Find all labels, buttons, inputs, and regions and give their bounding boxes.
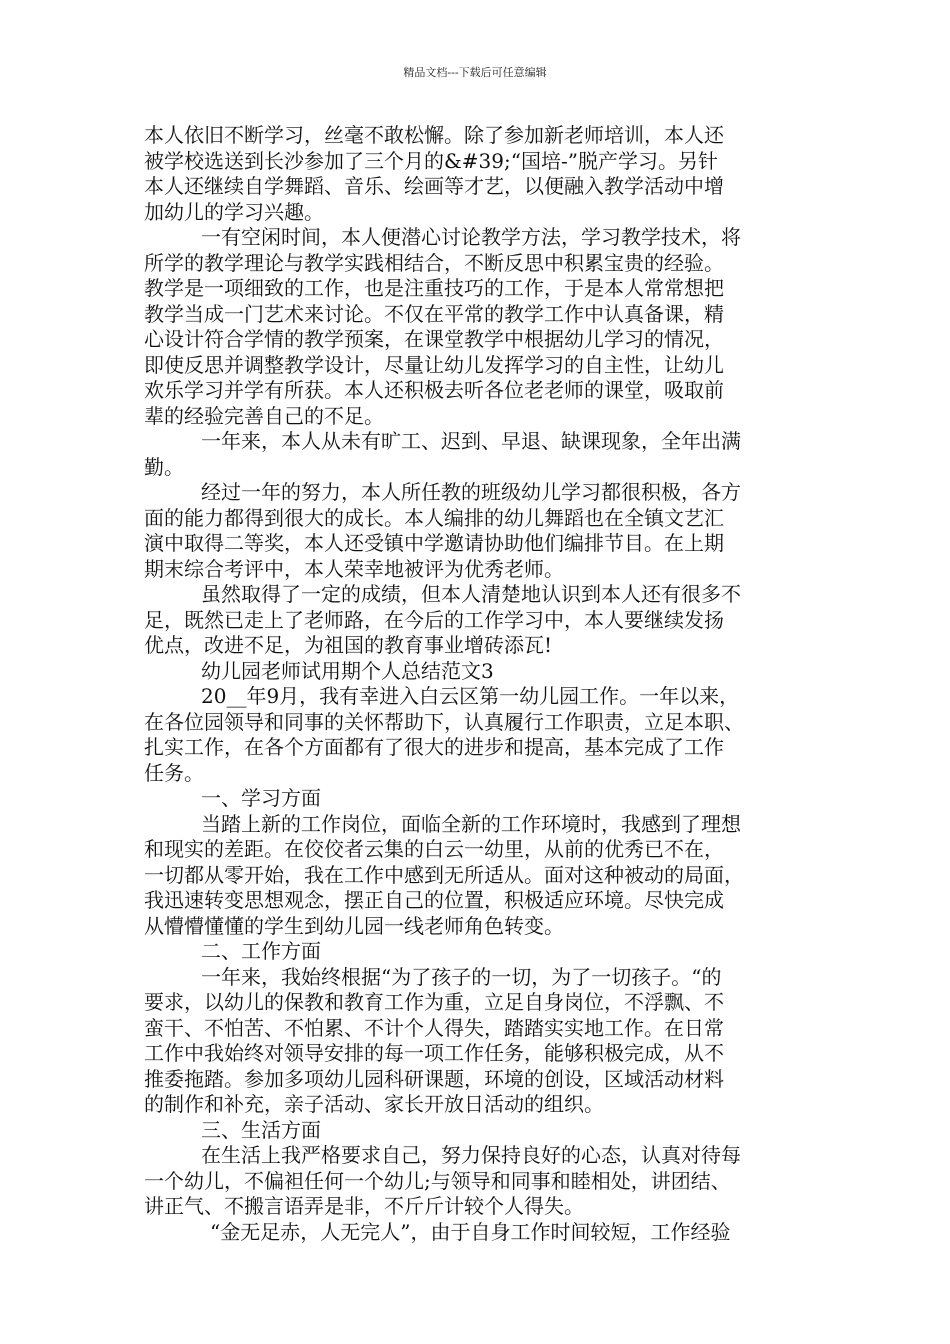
text-line: 一切都从零开始，我在工作中感到无所适从。面对这种被动的局面， [144,862,744,887]
text-line: 一、学习方面 [201,786,321,810]
text-line: 在生活上我严格要求自己，努力保持良好的心态，认真对待每 [201,1143,741,1167]
text-line: 20__年9月，我有幸进入白云区第一幼儿园工作。一年以来， [201,684,740,708]
text-line: 一年来，我始终根据“为了孩子的一切，为了一切孩子。“的 [201,964,722,989]
text-line: 被学校选送到长沙参加了三个月的&#39;“国培-”脱产学习。另针 [144,148,718,173]
text-line: 加幼儿的学习兴趣。 [144,199,324,224]
text-line: 扎实工作，在各个方面都有了很大的进步和提高，基本完成了工作 [144,735,724,759]
text-line: 幼儿园老师试用期个人总结范文3 [201,658,494,683]
page-header: 精品文档---下载后可任意编辑 [403,66,547,79]
text-line: 演中取得二等奖，本人还受镇中学邀请协助他们编排节目。在上期 [144,531,724,555]
text-line: “金无足赤，人无完人”，由于自身工作时间较短，工作经验 [210,1219,731,1244]
text-line: 从懵懵懂懂的学生到幼儿园一线老师角色转变。 [144,913,564,938]
text-line: 蛮干、不怕苦、不怕累、不计个人得失，踏踏实实地工作。在日常 [144,1015,724,1040]
text-line: 教学是一项细致的工作，也是注重技巧的工作，于是本人常常想把 [144,276,724,300]
text-line: 任务。 [144,760,204,785]
text-line: 辈的经验完善自己的不足。 [144,403,384,428]
text-line: 优点，改进不足，为祖国的教育事业增砖添瓦! [144,633,553,657]
text-line: 即使反思并调整教学设计，尽量让幼儿发挥学习的自主性，让幼儿 [144,352,724,377]
text-line: 欢乐学习并学有所获。本人还积极去听各位老老师的课堂，吸取前 [144,378,724,402]
text-line: 在各位园领导和同事的关怀帮助下，认真履行工作职责，立足本职、 [144,709,744,734]
text-line: 三、生活方面 [201,1117,321,1142]
text-line: 勤。 [144,454,184,479]
text-line: 一年来，本人从未有旷工、迟到、早退、缺课现象，全年出满 [201,429,741,453]
text-line: 所学的教学理论与教学实践相结合，不断反思中积累宝贵的经验。 [144,250,724,275]
text-line: 一有空闲时间，本人便潜心讨论教学方法，学习教学技术，将 [201,225,741,249]
text-line: 当踏上新的工作岗位，面临全新的工作环境时，我感到了理想 [201,811,741,836]
text-line: 工作中我始终对领导安排的每一项工作任务，能够积极完成，从不 [144,1041,724,1065]
text-line: 期末综合考评中，本人荣幸地被评为优秀老师。 [144,556,564,581]
text-line: 本人依旧不断学习，丝毫不敢松懈。除了参加新老师培训，本人还 [144,123,724,147]
text-line: 和现实的差距。在佼佼者云集的白云一幼里，从前的优秀已不在， [144,837,724,861]
text-line: 我迅速转变思想观念，摆正自己的位置，积极适应环境。尽快完成 [144,888,724,912]
text-line: 经过一年的努力，本人所任教的班级幼儿学习都很积极，各方 [201,480,741,504]
text-line: 本人还继续自学舞蹈、音乐、绘画等才艺，以便融入教学活动中增 [144,174,724,198]
text-line: 面的能力都得到很大的成长。本人编排的幼儿舞蹈也在全镇文艺汇 [144,505,724,530]
text-line: 讲正气、不搬言语弄是非，不斤斤计较个人得失。 [144,1194,584,1218]
text-line: 虽然取得了一定的成绩，但本人清楚地认识到本人还有很多不 [201,582,741,606]
text-line: 一个幼儿，不偏袒任何一个幼儿;与领导和同事和睦相处，讲团结、 [144,1168,731,1193]
text-line: 要求，以幼儿的保教和教育工作为重，立足自身岗位，不浮飘、不 [144,990,724,1014]
text-line: 二、工作方面 [201,939,321,963]
text-line: 的制作和补充，亲子活动、家长开放日活动的组织。 [144,1092,604,1116]
text-line: 足，既然已走上了老师路，在今后的工作学习中，本人要继续发扬 [144,607,724,632]
document-body [144,123,824,1245]
text-line: 推委拖踏。参加多项幼儿园科研课题，环境的创设，区域活动材料 [144,1066,724,1091]
text-line: 教学当成一门艺术来讨论。不仅在平常的教学工作中认真备课，精 [144,301,724,326]
text-line: 心设计符合学情的教学预案，在课堂教学中根据幼儿学习的情况， [144,327,724,351]
